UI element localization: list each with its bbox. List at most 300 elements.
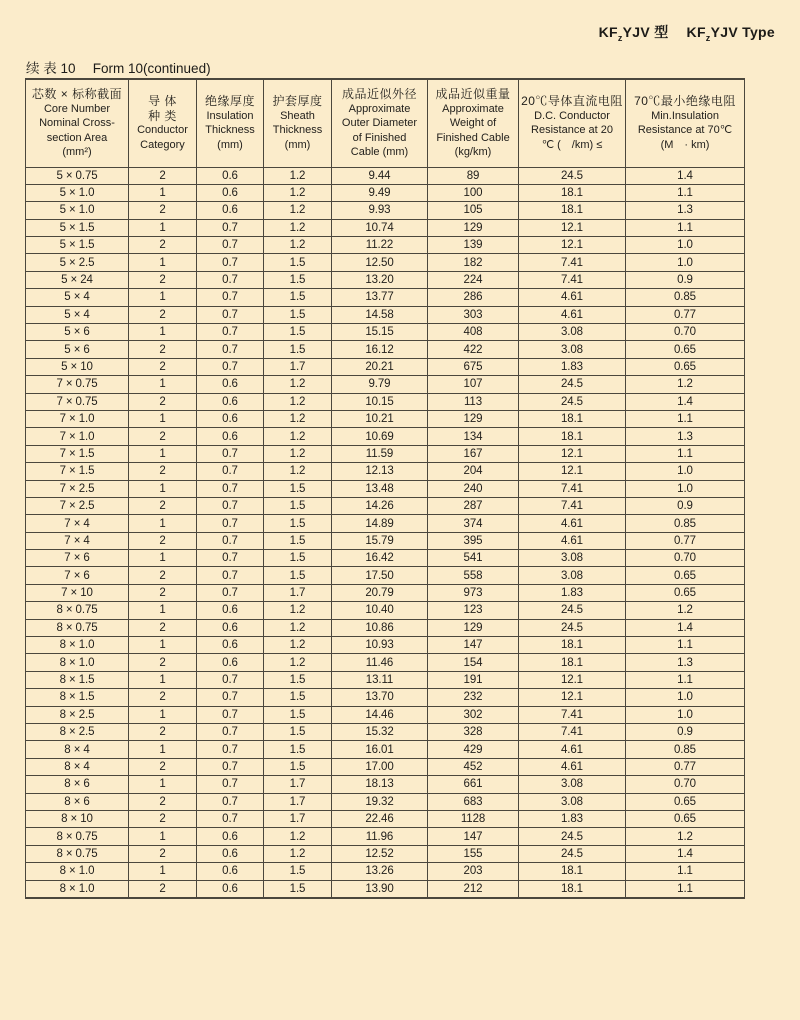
table-cell: 8 × 1.0 bbox=[26, 654, 129, 671]
table-cell: 2 bbox=[129, 202, 197, 219]
table-cell: 675 bbox=[428, 358, 519, 375]
table-cell: 422 bbox=[428, 341, 519, 358]
table-cell: 1 bbox=[129, 445, 197, 462]
table-cell: 8 × 1.0 bbox=[26, 880, 129, 898]
table-cell: 129 bbox=[428, 619, 519, 636]
table-cell: 5 × 6 bbox=[26, 341, 129, 358]
table-cell: 1.5 bbox=[264, 689, 332, 706]
table-cell: 15.15 bbox=[332, 324, 428, 341]
table-cell: 2 bbox=[129, 724, 197, 741]
table-cell: 1.0 bbox=[626, 237, 745, 254]
header-line: Resistance at 20 bbox=[531, 124, 613, 137]
table-cell: 1.5 bbox=[264, 341, 332, 358]
table-cell: 5 × 1.5 bbox=[26, 237, 129, 254]
table-cell: 1.2 bbox=[264, 637, 332, 654]
table-row bbox=[26, 828, 745, 845]
table-cell: 1.5 bbox=[264, 254, 332, 271]
table-cell: 18.1 bbox=[519, 202, 626, 219]
table-cell: 2 bbox=[129, 463, 197, 480]
table-cell: 0.6 bbox=[197, 654, 264, 671]
table-row bbox=[26, 689, 745, 706]
table-cell: 0.7 bbox=[197, 324, 264, 341]
table-cell: 1 bbox=[129, 254, 197, 271]
table-cell: 1.4 bbox=[626, 845, 745, 862]
table-cell: 7 × 2.5 bbox=[26, 480, 129, 497]
table-cell: 12.1 bbox=[519, 237, 626, 254]
table-cell: 1.1 bbox=[626, 671, 745, 688]
table-cell: 328 bbox=[428, 724, 519, 741]
table-cell: 11.59 bbox=[332, 445, 428, 462]
table-cell: 203 bbox=[428, 863, 519, 880]
table-cell: 1.2 bbox=[626, 828, 745, 845]
table-cell: 2 bbox=[129, 845, 197, 862]
table-cell: 1.83 bbox=[519, 810, 626, 827]
table-cell: 147 bbox=[428, 637, 519, 654]
table-cell: 4.61 bbox=[519, 741, 626, 758]
table-cell: 5 × 24 bbox=[26, 271, 129, 288]
table-row bbox=[26, 619, 745, 636]
header-line: Thickness bbox=[272, 124, 323, 137]
table-cell: 0.9 bbox=[626, 724, 745, 741]
table-row bbox=[26, 793, 745, 810]
table-cell: 0.7 bbox=[197, 810, 264, 827]
table-cell: 1.5 bbox=[264, 306, 332, 323]
table-cell: 0.65 bbox=[626, 341, 745, 358]
table-cell: 0.7 bbox=[197, 584, 264, 601]
table-cell: 24.5 bbox=[519, 845, 626, 862]
table-cell: 0.7 bbox=[197, 219, 264, 236]
table-cell: 1.7 bbox=[264, 776, 332, 793]
table-cell: 1 bbox=[129, 863, 197, 880]
table-cell: 8 × 4 bbox=[26, 741, 129, 758]
table-row bbox=[26, 480, 745, 497]
table-cell: 0.6 bbox=[197, 828, 264, 845]
table-cell: 1.2 bbox=[264, 654, 332, 671]
header-line: (kg/km) bbox=[454, 146, 492, 158]
table-cell: 1.2 bbox=[264, 219, 332, 236]
table-cell: 0.6 bbox=[197, 619, 264, 636]
header-line: 20℃导体直流电阻 bbox=[521, 94, 623, 109]
table-cell: 12.1 bbox=[519, 671, 626, 688]
header-line: 绝缘厚度 bbox=[204, 94, 255, 109]
table-row bbox=[26, 306, 745, 323]
header-line: Conductor bbox=[137, 124, 188, 137]
table-cell: 24.5 bbox=[519, 376, 626, 393]
table-cell: 1.1 bbox=[626, 445, 745, 462]
table-cell: 24.5 bbox=[519, 602, 626, 619]
table-row bbox=[26, 741, 745, 758]
table-cell: 5 × 2.5 bbox=[26, 254, 129, 271]
table-cell: 0.7 bbox=[197, 776, 264, 793]
table-cell: 1.1 bbox=[626, 863, 745, 880]
table-cell: 7.41 bbox=[519, 480, 626, 497]
table-row bbox=[26, 219, 745, 236]
header-line: 护套厚度 bbox=[272, 94, 323, 109]
table-row bbox=[26, 428, 745, 445]
table-row bbox=[26, 584, 745, 601]
table-cell: 13.90 bbox=[332, 880, 428, 898]
table-row bbox=[26, 637, 745, 654]
table-cell: 286 bbox=[428, 289, 519, 306]
table-cell: 5 × 0.75 bbox=[26, 167, 129, 184]
table-cell: 8 × 4 bbox=[26, 758, 129, 775]
table-cell: 240 bbox=[428, 480, 519, 497]
table-row bbox=[26, 810, 745, 827]
table-cell: 2 bbox=[129, 237, 197, 254]
table-cell: 15.79 bbox=[332, 532, 428, 549]
table-cell: 15.32 bbox=[332, 724, 428, 741]
table-cell: 7 × 1.0 bbox=[26, 410, 129, 427]
table-cell: 4.61 bbox=[519, 306, 626, 323]
table-row bbox=[26, 324, 745, 341]
table-cell: 14.58 bbox=[332, 306, 428, 323]
table-cell: 8 × 6 bbox=[26, 776, 129, 793]
table-cell: 0.65 bbox=[626, 358, 745, 375]
table-cell: 0.7 bbox=[197, 306, 264, 323]
table-cell: 17.00 bbox=[332, 758, 428, 775]
table-cell: 1.5 bbox=[264, 880, 332, 898]
table-row bbox=[26, 654, 745, 671]
table-cell: 100 bbox=[428, 184, 519, 201]
table-cell: 8 × 1.5 bbox=[26, 671, 129, 688]
table-cell: 10.21 bbox=[332, 410, 428, 427]
table-row bbox=[26, 758, 745, 775]
table-cell: 973 bbox=[428, 584, 519, 601]
table-cell: 11.96 bbox=[332, 828, 428, 845]
table-header bbox=[26, 79, 745, 167]
table-cell: 1.5 bbox=[264, 724, 332, 741]
table-cell: 10.69 bbox=[332, 428, 428, 445]
column-header-core bbox=[26, 79, 129, 167]
table-cell: 11.22 bbox=[332, 237, 428, 254]
table-cell: 18.1 bbox=[519, 637, 626, 654]
table-cell: 5 × 4 bbox=[26, 306, 129, 323]
table-cell: 1.5 bbox=[264, 758, 332, 775]
table-cell: 7 × 0.75 bbox=[26, 393, 129, 410]
table-cell: 24.5 bbox=[519, 828, 626, 845]
table-row bbox=[26, 671, 745, 688]
model-name-en: $KF_zYJV$ Type bbox=[686, 24, 775, 43]
table-cell: 12.52 bbox=[332, 845, 428, 862]
table-cell: 1.5 bbox=[264, 289, 332, 306]
header-line: Finished Cable bbox=[436, 131, 510, 144]
table-cell: 9.49 bbox=[332, 184, 428, 201]
table-cell: 14.46 bbox=[332, 706, 428, 723]
table-cell: 0.70 bbox=[626, 324, 745, 341]
table-cell: 7 × 10 bbox=[26, 584, 129, 601]
table-cell: 0.7 bbox=[197, 758, 264, 775]
table-cell: 452 bbox=[428, 758, 519, 775]
table-cell: 1.5 bbox=[264, 863, 332, 880]
table-cell: 1 bbox=[129, 219, 197, 236]
table-cell: 1.3 bbox=[626, 428, 745, 445]
table-cell: 12.1 bbox=[519, 463, 626, 480]
table-cell: 12.1 bbox=[519, 219, 626, 236]
column-header-dia bbox=[332, 79, 428, 167]
table-cell: 18.1 bbox=[519, 863, 626, 880]
table-cell: 17.50 bbox=[332, 567, 428, 584]
table-cell: 0.7 bbox=[197, 741, 264, 758]
table-cell: 302 bbox=[428, 706, 519, 723]
table-cell: 1 bbox=[129, 741, 197, 758]
header-line: Outer Diameter bbox=[341, 117, 418, 129]
table-cell: 113 bbox=[428, 393, 519, 410]
table-cell: 1.4 bbox=[626, 167, 745, 184]
table-cell: 1 bbox=[129, 637, 197, 654]
table-cell: 1.7 bbox=[264, 810, 332, 827]
table-cell: 2 bbox=[129, 619, 197, 636]
table-cell: 1.3 bbox=[626, 202, 745, 219]
table-row bbox=[26, 237, 745, 254]
table-cell: 12.1 bbox=[519, 689, 626, 706]
table-cell: 89 bbox=[428, 167, 519, 184]
column-header-sheath bbox=[264, 79, 332, 167]
table-row bbox=[26, 845, 745, 862]
table-cell: 0.6 bbox=[197, 167, 264, 184]
table-row bbox=[26, 497, 745, 514]
table-cell: 0.7 bbox=[197, 358, 264, 375]
table-cell: 9.79 bbox=[332, 376, 428, 393]
table-cell: 3.08 bbox=[519, 567, 626, 584]
table-cell: 1 bbox=[129, 671, 197, 688]
table-row bbox=[26, 271, 745, 288]
header-line: ℃ ( /km) ≤ bbox=[541, 138, 603, 151]
table-cell: 1.5 bbox=[264, 550, 332, 567]
table-cell: 1.0 bbox=[626, 463, 745, 480]
table-cell: 0.9 bbox=[626, 271, 745, 288]
table-cell: 11.46 bbox=[332, 654, 428, 671]
table-cell: 0.65 bbox=[626, 810, 745, 827]
table-cell: 1128 bbox=[428, 810, 519, 827]
table-cell: 0.7 bbox=[197, 271, 264, 288]
table-cell: 2 bbox=[129, 810, 197, 827]
table-cell: 0.6 bbox=[197, 393, 264, 410]
column-header-insres bbox=[626, 79, 745, 167]
table-cell: 0.7 bbox=[197, 793, 264, 810]
table-cell: 2 bbox=[129, 306, 197, 323]
table-cell: 0.7 bbox=[197, 463, 264, 480]
table-row bbox=[26, 341, 745, 358]
table-cell: 5 × 1.0 bbox=[26, 202, 129, 219]
table-cell: 19.32 bbox=[332, 793, 428, 810]
table-cell: 0.6 bbox=[197, 880, 264, 898]
table-cell: 1 bbox=[129, 480, 197, 497]
table-cell: 1.2 bbox=[264, 463, 332, 480]
table-caption: 续 表 10 Form 10(continued) bbox=[26, 61, 211, 76]
table-cell: 0.7 bbox=[197, 289, 264, 306]
table-cell: 0.9 bbox=[626, 497, 745, 514]
table-cell: 0.6 bbox=[197, 845, 264, 862]
table-body bbox=[26, 167, 745, 898]
table-cell: 2 bbox=[129, 358, 197, 375]
table-cell: 232 bbox=[428, 689, 519, 706]
table-cell: 7 × 1.0 bbox=[26, 428, 129, 445]
table-cell: 7.41 bbox=[519, 724, 626, 741]
table-cell: 10.74 bbox=[332, 219, 428, 236]
table-cell: 10.40 bbox=[332, 602, 428, 619]
table-cell: 4.61 bbox=[519, 758, 626, 775]
table-cell: 0.85 bbox=[626, 289, 745, 306]
page-title bbox=[599, 22, 775, 43]
table-cell: 10.86 bbox=[332, 619, 428, 636]
table-cell: 0.6 bbox=[197, 602, 264, 619]
table-cell: 3.08 bbox=[519, 776, 626, 793]
table-cell: 0.7 bbox=[197, 706, 264, 723]
table-cell: 1 bbox=[129, 550, 197, 567]
table-cell: 5 × 1.0 bbox=[26, 184, 129, 201]
table-row bbox=[26, 880, 745, 898]
table-cell: 1 bbox=[129, 776, 197, 793]
table-cell: 3.08 bbox=[519, 793, 626, 810]
table-cell: 18.1 bbox=[519, 654, 626, 671]
table-cell: 204 bbox=[428, 463, 519, 480]
table-cell: 20.79 bbox=[332, 584, 428, 601]
table-cell: 0.7 bbox=[197, 254, 264, 271]
table-cell: 1.0 bbox=[626, 254, 745, 271]
table-cell: 2 bbox=[129, 271, 197, 288]
table-cell: 7 × 6 bbox=[26, 567, 129, 584]
table-cell: 0.7 bbox=[197, 515, 264, 532]
table-cell: 1.4 bbox=[626, 619, 745, 636]
table-cell: 2 bbox=[129, 584, 197, 601]
header-row bbox=[26, 79, 745, 167]
table-cell: 1.5 bbox=[264, 324, 332, 341]
table-cell: 0.6 bbox=[197, 637, 264, 654]
table-cell: 191 bbox=[428, 671, 519, 688]
table-cell: 1.83 bbox=[519, 358, 626, 375]
table-row bbox=[26, 776, 745, 793]
table-cell: 1.2 bbox=[264, 445, 332, 462]
table-cell: 429 bbox=[428, 741, 519, 758]
table-cell: 155 bbox=[428, 845, 519, 862]
table-cell: 1.2 bbox=[264, 167, 332, 184]
table-cell: 8 × 1.5 bbox=[26, 689, 129, 706]
table-cell: 0.7 bbox=[197, 497, 264, 514]
table-row bbox=[26, 289, 745, 306]
table-row bbox=[26, 550, 745, 567]
table-cell: 1.83 bbox=[519, 584, 626, 601]
header-line: Weight of bbox=[449, 117, 497, 129]
table-cell: 661 bbox=[428, 776, 519, 793]
table-cell: 13.20 bbox=[332, 271, 428, 288]
table-row bbox=[26, 463, 745, 480]
table-cell: 1.2 bbox=[626, 376, 745, 393]
table-cell: 1.2 bbox=[264, 845, 332, 862]
header-line: Insulation bbox=[206, 109, 254, 122]
table-cell: 8 × 6 bbox=[26, 793, 129, 810]
table-cell: 1.1 bbox=[626, 219, 745, 236]
table-row bbox=[26, 724, 745, 741]
table-cell: 1.2 bbox=[264, 410, 332, 427]
table-cell: 1.2 bbox=[264, 376, 332, 393]
table-cell: 0.7 bbox=[197, 671, 264, 688]
table-cell: 7.41 bbox=[519, 254, 626, 271]
table-cell: 7.41 bbox=[519, 271, 626, 288]
header-line: 种 类 bbox=[148, 108, 177, 123]
table-cell: 16.42 bbox=[332, 550, 428, 567]
table-cell: 7 × 6 bbox=[26, 550, 129, 567]
table-cell: 374 bbox=[428, 515, 519, 532]
table-cell: 154 bbox=[428, 654, 519, 671]
table-cell: 0.6 bbox=[197, 202, 264, 219]
table-cell: 683 bbox=[428, 793, 519, 810]
table-cell: 4.61 bbox=[519, 289, 626, 306]
table-cell: 0.65 bbox=[626, 793, 745, 810]
table-cell: 1.0 bbox=[626, 480, 745, 497]
header-line: Sheath bbox=[280, 109, 315, 122]
table-cell: 1.5 bbox=[264, 271, 332, 288]
table-cell: 9.44 bbox=[332, 167, 428, 184]
table-row bbox=[26, 515, 745, 532]
table-cell: 7 × 2.5 bbox=[26, 497, 129, 514]
table-cell: 12.13 bbox=[332, 463, 428, 480]
table-cell: 8 × 2.5 bbox=[26, 706, 129, 723]
table-cell: 1.2 bbox=[264, 428, 332, 445]
table-cell: 5 × 10 bbox=[26, 358, 129, 375]
header-line: Resistance at 70℃ bbox=[637, 124, 733, 137]
table-row bbox=[26, 532, 745, 549]
table-cell: 3.08 bbox=[519, 550, 626, 567]
table-cell: 0.6 bbox=[197, 376, 264, 393]
header-line: section Area bbox=[46, 131, 108, 144]
table-cell: 18.1 bbox=[519, 410, 626, 427]
table-cell: 1.5 bbox=[264, 497, 332, 514]
table-cell: 1.2 bbox=[264, 202, 332, 219]
table-cell: 0.65 bbox=[626, 584, 745, 601]
cable-spec-table bbox=[25, 78, 745, 899]
table-cell: 2 bbox=[129, 167, 197, 184]
table-cell: 147 bbox=[428, 828, 519, 845]
table-row bbox=[26, 602, 745, 619]
header-line: Approximate bbox=[442, 102, 504, 115]
table-cell: 1.1 bbox=[626, 637, 745, 654]
table-cell: 0.7 bbox=[197, 480, 264, 497]
header-line: 芯数 × 标称截面 bbox=[31, 87, 123, 101]
header-line: Cable (mm) bbox=[350, 146, 409, 158]
table-cell: 24.5 bbox=[519, 619, 626, 636]
column-header-cat bbox=[129, 79, 197, 167]
header-line: 70℃最小绝缘电阻 bbox=[634, 94, 736, 109]
table-cell: 2 bbox=[129, 428, 197, 445]
table-row bbox=[26, 863, 745, 880]
table-cell: 0.70 bbox=[626, 776, 745, 793]
table-cell: 1.0 bbox=[626, 706, 745, 723]
table-cell: 4.61 bbox=[519, 532, 626, 549]
table-cell: 7 × 1.5 bbox=[26, 463, 129, 480]
table-cell: 129 bbox=[428, 410, 519, 427]
table-cell: 7 × 4 bbox=[26, 532, 129, 549]
table-cell: 167 bbox=[428, 445, 519, 462]
table-cell: 558 bbox=[428, 567, 519, 584]
table-cell: 12.50 bbox=[332, 254, 428, 271]
table-cell: 5 × 4 bbox=[26, 289, 129, 306]
table-cell: 13.26 bbox=[332, 863, 428, 880]
table-cell: 18.1 bbox=[519, 880, 626, 898]
table-cell: 182 bbox=[428, 254, 519, 271]
table-cell: 107 bbox=[428, 376, 519, 393]
header-line: Thickness bbox=[205, 124, 255, 137]
table-cell: 14.89 bbox=[332, 515, 428, 532]
table-cell: 0.6 bbox=[197, 410, 264, 427]
table-row bbox=[26, 567, 745, 584]
table-cell: 5 × 6 bbox=[26, 324, 129, 341]
table-row bbox=[26, 393, 745, 410]
table-cell: 1.5 bbox=[264, 741, 332, 758]
table-cell: 16.12 bbox=[332, 341, 428, 358]
table-cell: 1.5 bbox=[264, 671, 332, 688]
header-line: D.C. Conductor bbox=[534, 109, 610, 122]
table-cell: 2 bbox=[129, 532, 197, 549]
